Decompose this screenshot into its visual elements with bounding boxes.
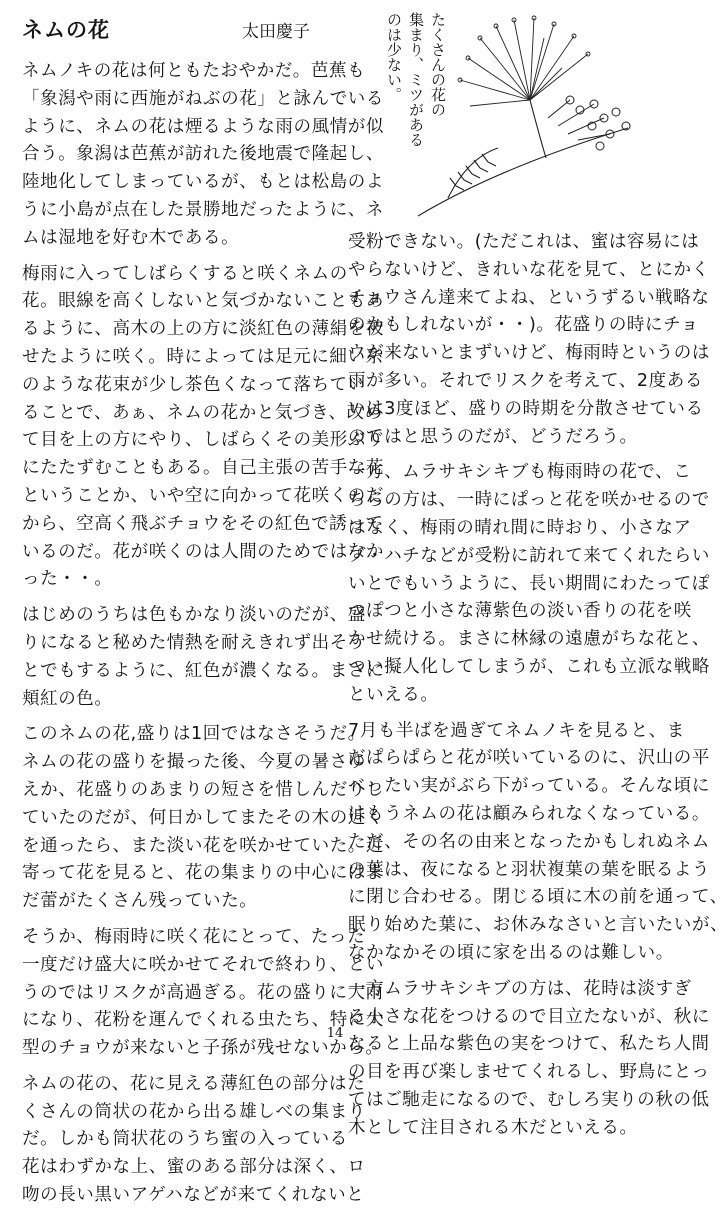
handwritten-caption [385,12,447,147]
text-line: いるのだ。花が咲くのは人間のためではなか [22,541,384,562]
text-line: 眠り始めた葉に、お休みなさいと言いたいが、 [348,915,728,936]
paragraph [348,229,710,451]
text-line: の葉は、夜になると羽状複葉の葉を眠るよう [348,859,710,880]
text-line: 花はわずかな上、蜜のある部分は深く、ロ [22,1157,366,1178]
text-line: ることで、あぁ、ネムの花かと気づき、改め [22,402,383,423]
text-line: 寄って花を見ると、花の集まりの中心にはま [22,863,384,884]
paragraph [348,718,728,968]
paragraph [22,602,384,713]
text-line: つい擬人化してしまうが、これも立派な戦略 [348,656,710,677]
text-line: つぽつと小さな薄紫色の淡い香りの花を咲 [348,601,692,622]
text-line: ちらの方は、一時にぱっと花を咲かせるので [348,490,710,511]
text-line: だ蕾がたくさん残っていた。 [22,891,258,912]
text-line: 頬紅の色。 [22,688,113,709]
text-line: はもうネムの花は顧みられなくなっている。 [348,803,710,824]
article-title: ネムの花 [22,18,110,42]
leaf-branch [418,100,628,216]
text-line: になり、花粉を運んでくれる虫たち、特に大 [22,1010,384,1031]
caption-line-3: のは少ない。 [385,12,403,102]
text-line: 一方、ムラサキシキブも梅雨時の花で、こ [348,462,692,483]
text-line: やらないけど、きれいな花を見て、とにかく [348,259,710,280]
text-line: 「象潟や雨に西施がねぶの花」と詠んでいる [22,88,384,109]
text-line: はじめのうちは色もかなり淡いのだが、盛 [22,605,366,626]
paragraph [22,1071,366,1210]
text-line: るように、高木の上の方に淡紅色の薄絹を被 [22,319,384,340]
text-line: だぱらぱらと花が咲いているのに、沢山の平 [348,748,710,769]
text-line: りになると秘めた情熱を耐えきれず出そう [22,632,366,653]
text-line: ムは湿地を好む木である。 [22,227,240,248]
text-line: せたように咲く。時によっては足元に細い糸 [22,346,384,367]
text-line: えか、花盛りのあまりの短さを惜しんだりし [22,779,384,800]
flower-puff [458,16,590,106]
text-line: のかもしれないが・・)。花盛りの時にチョ [348,315,699,336]
text-line: 花。眼線を高くしないと気づかないこともあ [22,291,384,312]
paragraph [22,261,384,595]
text-line: かせ続ける。まさに林縁の遠慮がちな花と、 [348,629,710,650]
text-line: から、空高く飛ぶチョウをその紅色で誘って [22,513,384,534]
caption-line-1: たくさんの花の [429,12,447,117]
flower-buds [548,96,630,150]
text-line: このネムの花,盛りは1回ではなさそうだ。 [22,724,366,745]
text-line: なると上品な紫色の実をつけて、私たち人間 [348,1034,710,1055]
text-line: に閉じ合わせる。閉じる頃に木の前を通って、 [348,887,728,908]
page-number: 14 [326,1026,344,1041]
text-line: ブ・ハチなどが受粉に訪れて来てくれたらい [348,545,710,566]
text-line: ただ、その名の由来となったかもしれぬネム [348,831,710,852]
text-line: て目を上の方にやり、しばらくその美形ぶり [22,430,384,451]
text-line: 受粉できない。(ただこれは、蜜は容易には [348,232,700,252]
text-line: 型のチョウが来ないと子孫が残せないから。 [22,1038,384,1059]
text-line: の目を再び楽しませてくれるし、野鳥にとっ [348,1062,710,1083]
text-line: 梅雨に入ってしばらくすると咲くネムの [22,263,348,284]
text-line: にたたずむこともある。自己主張の苦手な花 [22,458,384,479]
text-line: べったい実がぶら下がっている。そんな頃に [348,776,710,797]
text-line: ネムノキの花は何ともたおやかだ。芭蕉も [22,61,366,81]
text-line: てはご馳走になるので、むしろ実りの秋の低 [348,1089,710,1110]
text-line: 一方ムラサキシキブの方は、花時は淡すぎ [348,978,692,999]
text-line: うのではリスクが高過ぎる。花の盛りに大雨 [22,982,384,1003]
text-line: いは3度ほど、盛りの時期を分散させている [348,398,704,419]
text-line: なかなかその頃に家を出るのは難しい。 [348,942,674,963]
text-line: くさんの筒状の花から出る雄しべの集まり [22,1101,366,1122]
text-line: 吻の長い黒いアゲハなどが来てくれないと [22,1185,365,1206]
text-line: ように、ネムの花は煙るような雨の風情が似 [22,116,384,137]
text-line: チョウさん達来てよね、というずるい戦略な [348,287,710,308]
paragraph [22,721,384,916]
text-line: だ。しかも筒状花のうち蜜の入っている [22,1129,348,1150]
right-column [348,229,728,1151]
caption-line-2: 集まり、ミツがある [407,12,425,147]
paragraph [348,976,710,1143]
text-line: 一度だけ盛大に咲かせてそれで終わり、とい [22,954,384,975]
text-line: いとでもいうように、長い期間にわたってぽ [348,573,710,594]
text-line: ネムの花の盛りを撮った後、今夏の暑さゆ [22,752,366,773]
author-name: 太田慶子 [242,22,310,42]
text-line: 木として注目される木だといえる。 [348,1117,638,1138]
text-line: のような花束が少し茶色くなって落ちてい [22,374,366,395]
text-line: 7月も半ばを過ぎてネムノキを見ると、ま [348,720,685,741]
text-line: そうか、梅雨時に咲く花にとって、たった [22,926,366,947]
mimosa-flower-illustration [348,8,648,220]
paragraph [22,58,384,253]
text-line: はなく、梅雨の晴れ間に時おり、小さなア [348,517,692,538]
text-line: ということか、いや空に向かって花咲くのだ [22,485,384,506]
text-line: ネムの花の、花に見える薄紅色の部分はた [22,1073,366,1094]
text-line: る小さな花をつけるので目立たないが、秋に [348,1006,710,1027]
text-line: を通ったら、また淡い花を咲かせていた。近 [22,835,384,856]
text-line: 雨が多い。それでリスクを考えて、2度ある [348,370,703,391]
text-line: ていたのだが、何日かしてまたその木の近く [22,807,384,828]
text-line: ウが来ないとまずいけど、梅雨時というのは [348,343,710,364]
text-line: 合う。象潟は芭蕉が訪れた後地震で隆起し、 [22,144,384,165]
text-line: うに小島が点在した景勝地だったように、ネ [22,199,384,220]
text-line: のではと思うのだが、どうだろう。 [348,426,638,447]
text-line: とでもするように、紅色が濃くなる。まさに [22,660,384,681]
text-line: った・・。 [22,569,113,590]
text-line: 陸地化してしまっているが、もとは松島のよ [22,172,384,193]
paragraph [348,459,710,709]
text-line: といえる。 [348,684,439,705]
